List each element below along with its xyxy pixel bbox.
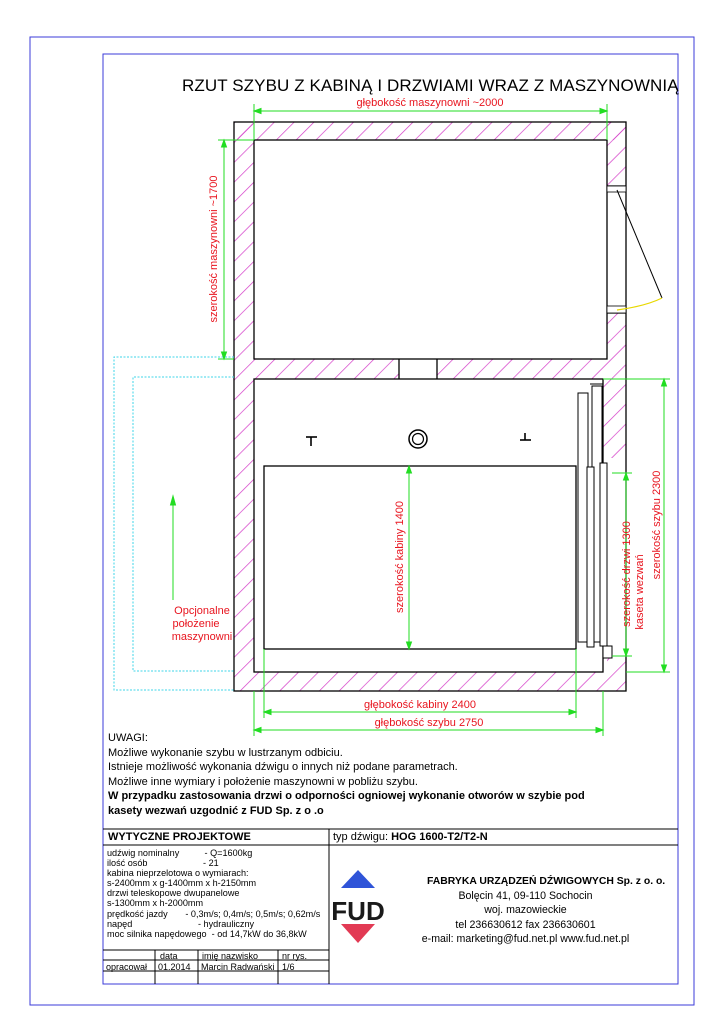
optional-location-line: maszynowni [171, 631, 233, 643]
optional-location-line: Opcjonalne [174, 605, 230, 617]
call-box-label: kaseta wezwań [634, 554, 646, 630]
notes-section [108, 731, 585, 819]
company-phone: tel 236630612 fax 236630601 [455, 918, 596, 931]
machine-room-width-label: szerokość maszynowni ~1700 [208, 175, 220, 323]
fud-logo [331, 870, 384, 943]
cabin-depth-label: głębokość kabiny 2400 [364, 699, 476, 711]
spec-line: napęd - hydrauliczny [107, 918, 255, 929]
spec-line: drzwi teleskopowe dwupanelowe [107, 888, 240, 899]
note-line: Możliwe inne wymiary i położenie maszynowni w pobliżu szybu. [108, 775, 418, 788]
machine-room-depth-label: głębokość maszynowni ~2000 [356, 97, 504, 109]
author-name: Marcin Radwański [201, 962, 275, 972]
spec-line: s-2400mm x g-1400mm x h-2150mm [107, 878, 257, 889]
lift-type-value: HOG 1600-T2/T2-N [391, 831, 488, 843]
col-header-name: imię nazwisko [202, 951, 259, 961]
machine-room-door [607, 186, 662, 313]
spec-line: ilość osób - 21 [107, 858, 219, 869]
col-header-sheet: nr rys. [282, 951, 308, 961]
spec-line: udźwig nominalny - Q=1600kg [107, 848, 253, 858]
spec-line: moc silnika napędowego - od 14,7kW do 36,8kW [107, 928, 307, 939]
cabin-width-label: szerokość kabiny 1400 [394, 501, 406, 613]
page-title: RZUT SZYBU Z KABINĄ I DRZWIAMI WRAZ Z MASZYNOWNIĄ [182, 76, 679, 95]
logo-text: FUD [331, 896, 385, 926]
company-name: FABRYKA URZĄDZEŃ DŹWIGOWYCH Sp. z o. o. [427, 876, 666, 887]
lift-type-row [333, 831, 488, 843]
sheet-number: 1/6 [282, 962, 295, 972]
guidelines-header: WYTYCZNE PROJEKTOWE [108, 831, 251, 843]
shaft-depth-label: głębokość szybu 2750 [374, 717, 484, 729]
optional-location-line: położenie [172, 618, 220, 630]
wall-outlines [234, 122, 626, 691]
note-bold-line: W przypadku zastosowania drzwi o odporności ogniowej wykonanie otworów w szybie pod [108, 790, 585, 803]
company-email: e-mail: marketing@fud.net.pl www.fud.net.pl [421, 932, 630, 945]
company-region: woj. mazowieckie [484, 904, 567, 917]
cabin [264, 466, 576, 649]
spec-line: kabina nieprzelotowa o wymiarach: [107, 868, 249, 879]
door-width-label: szerokość drzwi 1300 [621, 521, 633, 627]
hatched-walls [234, 122, 626, 691]
guide-rail-icon [306, 437, 317, 446]
note-bold-line: kasety wezwań uzgodnić z FUD Sp. z o .o [108, 804, 324, 817]
shaft-width-label: szerokość szybu 2300 [651, 470, 663, 580]
lift-type-label: typ dźwigu: [333, 831, 389, 843]
note-line: Możliwe wykonanie szybu w lustrzanym odbiciu. [108, 746, 343, 759]
col-header-date: data [160, 951, 178, 961]
guide-rail-icon [520, 433, 531, 440]
spec-line: s-1300mm x h-2000mm [107, 898, 204, 909]
notes-heading: UWAGI: [108, 732, 148, 744]
drawing-date: 01.2014 [158, 962, 191, 972]
author-row-label: opracował [106, 962, 148, 972]
hydraulic-cylinder-icon [409, 430, 427, 448]
spec-line: prędkość jazdy - 0,3m/s; 0,4m/s; 0,5m/s; 0,62m/s [107, 908, 321, 919]
company-address: Bolęcin 41, 09-110 Sochocin [458, 890, 593, 903]
note-line: Istnieje możliwość wykonania dźwigu o innych niż podane parametrach. [108, 761, 458, 774]
spec-list [107, 848, 320, 939]
company-info [393, 875, 666, 946]
